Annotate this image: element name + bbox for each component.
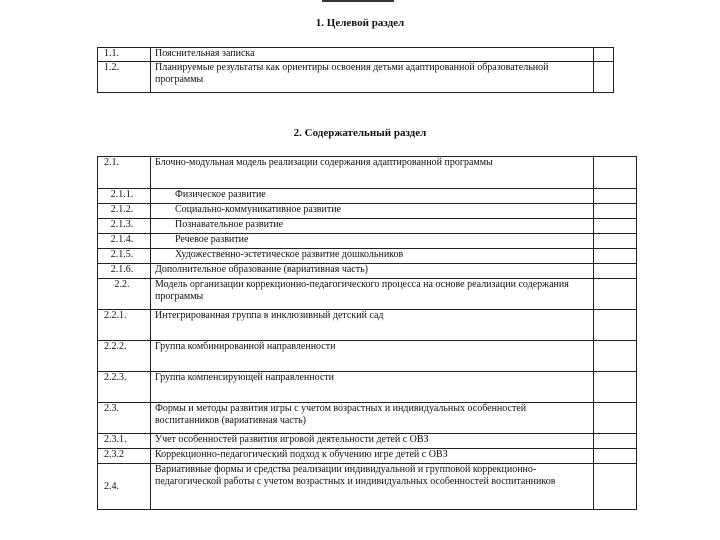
- section-2-table: [97, 156, 637, 510]
- row-text: Познавательное развитие: [151, 219, 594, 234]
- table-row: [98, 310, 637, 341]
- row-text: Пояснительная записка: [151, 48, 594, 62]
- row-number: 2.1.4.: [98, 234, 151, 249]
- page-cell: [594, 403, 637, 434]
- row-number: 2.4.: [98, 464, 151, 510]
- row-number: 1.1.: [98, 48, 151, 62]
- table-row: [98, 204, 637, 219]
- row-number: 2.1.: [98, 157, 151, 189]
- page-cell: [594, 310, 637, 341]
- row-number: 2.1.1.: [98, 189, 151, 204]
- row-number: 1.2.: [98, 62, 151, 93]
- row-number: 2.2.3.: [98, 372, 151, 403]
- page-cell: [594, 234, 637, 249]
- table-row: [98, 48, 614, 62]
- page-cell: [594, 464, 637, 510]
- page-cell: [594, 279, 637, 310]
- page-cell: [594, 341, 637, 372]
- row-number: 2.3.: [98, 403, 151, 434]
- table-row: [98, 403, 637, 434]
- row-text: Вариативные формы и средства реализации индивидуальной и групповой коррекционно-педагогической работы с учетом возрастных и индивидуальных особенностей воспитанников: [151, 464, 594, 510]
- row-text: Физическое развитие: [151, 189, 594, 204]
- row-number: 2.2.1.: [98, 310, 151, 341]
- row-text: Коррекционно-педагогический подход к обучению игре детей с ОВЗ: [151, 449, 594, 464]
- page-cell: [594, 249, 637, 264]
- row-text: Художественно-эстетическое развитие дошкольников: [151, 249, 594, 264]
- row-number: 2.1.6.: [98, 264, 151, 279]
- row-number: 2.1.3.: [98, 219, 151, 234]
- table-row: [98, 249, 637, 264]
- page-cell: [594, 449, 637, 464]
- row-text: Учет особенностей развития игровой деятельности детей с ОВЗ: [151, 434, 594, 449]
- table-row: [98, 62, 614, 93]
- row-text: Группа комбинированной направленности: [151, 341, 594, 372]
- table-row: [98, 189, 637, 204]
- section-2-heading: 2. Содержательный раздел: [293, 127, 427, 139]
- row-text: Социально-коммуникативное развитие: [151, 204, 594, 219]
- row-text: Модель организации коррекционно-педагогического процесса на основе реализации содержания программы: [151, 279, 594, 310]
- row-number: 2.1.2.: [98, 204, 151, 219]
- page-cell: [594, 434, 637, 449]
- row-text: Формы и методы развития игры с учетом возрастных и индивидуальных особенностей воспитанников (вариативная часть): [151, 403, 594, 434]
- row-number: 2.1.5.: [98, 249, 151, 264]
- table-row: [98, 219, 637, 234]
- page-cell: [594, 219, 637, 234]
- page-cell: [594, 264, 637, 279]
- section-1-table: [97, 47, 614, 93]
- row-number: 2.3.1.: [98, 434, 151, 449]
- table-row: [98, 372, 637, 403]
- row-number: 2.2.2.: [98, 341, 151, 372]
- table-row: [98, 264, 637, 279]
- page-cell: [594, 62, 614, 93]
- table-row: [98, 449, 637, 464]
- table-row: [98, 464, 637, 510]
- table-row: [98, 234, 637, 249]
- row-number: 2.2.: [98, 279, 151, 310]
- page-cell: [594, 204, 637, 219]
- table-row: [98, 434, 637, 449]
- page-cell: [594, 48, 614, 62]
- row-text: Блочно-модульная модель реализации содержания адаптированной программы: [151, 157, 594, 189]
- table-row: [98, 279, 637, 310]
- page-cell: [594, 372, 637, 403]
- row-text: Дополнительное образование (вариативная часть): [151, 264, 594, 279]
- row-text: Интегрированная группа в инклюзивный детский сад: [151, 310, 594, 341]
- table-row: [98, 341, 637, 372]
- row-number: 2.3.2: [98, 449, 151, 464]
- table-row: [98, 157, 637, 189]
- page-cell: [594, 189, 637, 204]
- section-1-heading: 1. Целевой раздел: [315, 17, 405, 29]
- row-text: Планируемые результаты как ориентиры освоения детьми адаптированной образовательной программы: [151, 62, 594, 93]
- row-text: Группа компенсирующей направленности: [151, 372, 594, 403]
- row-text: Речевое развитие: [151, 234, 594, 249]
- page-cell: [594, 157, 637, 189]
- header-rule: [322, 0, 394, 2]
